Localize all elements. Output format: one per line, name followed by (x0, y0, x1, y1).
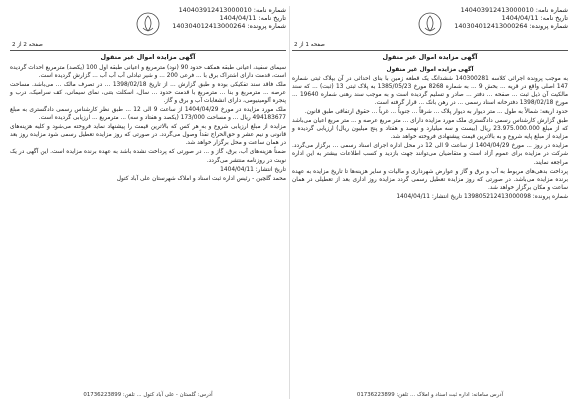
signature-line: محمد گلچین - رئیس اداره ثبت اسناد و املاک شهرستان علی آباد کتول (116, 175, 286, 182)
notice-subtitle: آگهی مزایده اموال غیر منقول (386, 67, 474, 73)
meta-date: تاریخ نامه: 1404/04/11 (219, 14, 286, 23)
meta-ref: شماره پرونده: 140304012413000264 (172, 22, 286, 31)
notice-page-1 (290, 6, 570, 401)
emblem-icon (135, 11, 161, 37)
paragraph: شماره پرونده: 139805212413000098 تاریخ انتشار: 1404/04/11 (396, 193, 568, 200)
paragraph: ملک فاقد سند تفکیکی بوده و طبق گزارش ... از تاریخ 1398/02/18 ... در تصرف مالک ... می‌باشد. مساحت عرصه ... مترمربع و بنا ... مترمربع با قدمت حدود ... سال، اسکلت بتنی، نمای سیمانی، کف سرامیک، درب و پنجره آلومینیومی، دارای انشعابات آب و برق و گاز. (10, 82, 286, 105)
column-divider (289, 6, 290, 399)
meta-ref: شماره پرونده: 140304012413000264 (454, 22, 568, 31)
emblem-icon (417, 11, 443, 37)
divider (292, 50, 568, 51)
paragraph: به موجب پرونده اجرائی کلاسه 140300281 ششدانگ یک قطعه زمین با بنای احداثی در آن بپلاک ثبتی شماره 147 اصلی واقع در قریه ... بخش 9 ... به شماره 8268 مورخ 1385/05/23 به پلاک ثبتی 13 (ثبت) ... که سند مالکیت آن ذیل ثبت ... صفحه ... دفتر ... صادر و تسلیم گردیده است و به موجب سند رهنی شماره 19640 ... مورخ 1398/02/18 دفترخانه اسناد رسمی ... در رهن بانک ... قرار گرفته است. (292, 76, 569, 107)
divider (10, 50, 286, 51)
paragraph: ملک مورد مزایده در مورخ 1404/04/29 از ساعت 9 الی 12 ... طبق نظر کارشناس رسمی دادگستری به مبلغ 494183677 ریال ... و مساحت 173/000 (یکصد و هفتاد و سه) ... مترمربع ... ارزیابی گردیده است. (10, 107, 287, 122)
meta-number: شماره نامه: 140403912413000010 (178, 6, 286, 14)
meta-number: شماره نامه: 140403912413000010 (460, 6, 568, 14)
paragraph: طبق گزارش کارشناس رسمی دادگستری ملک مورد مزایده دارای ... متر مربع عرصه و ... متر مربع اعیان می‌باشد که از مبلغ 23.975.000.000 ریال (بیست و سه میلیارد و نهصد و هفتاد و پنج میلیون ریال) ارزیابی گردیده و مزایده از مبلغ پایه شروع و به بالاترین قیمت پیشنهادی فروخته خواهد شد. (292, 118, 569, 141)
notice-body (10, 64, 286, 383)
page-number: صفحه 1 از 2 (294, 42, 325, 48)
paragraph: تاریخ انتشار: 1404/04/11 (220, 166, 286, 173)
paragraph: مزایده در روز ... مورخ 1404/04/29 از ساعت 9 الی 12 در محل اداره اجرای اسناد رسمی ... برگزار می‌گردد. شرکت در مزایده برای عموم آزاد است و متقاضیان می‌توانند جهت بازدید و کسب اطلاعات بیشتر به این اداره مراجعه نمایند. (292, 143, 568, 166)
notice-footer: آدرس: گلستان - علی آباد کتول ... تلفن: 01736223899 (83, 392, 213, 398)
notice-footer: آدرس سامانه: اداره ثبت اسناد و املاک ... تلفن: 01736223899 (356, 392, 504, 398)
paragraph: ضمناً هزینه‌های آب، برق، گاز و ... در صورتی که پرداخت نشده باشد به عهده برنده مزایده است. این آگهی در یک نوبت در روزنامه منتشر می‌گردد. (10, 149, 286, 164)
notice-title: آگهی مزایده اموال غیر منقول (100, 53, 196, 61)
page-number: صفحه 2 از 2 (12, 42, 43, 48)
notice-page-2 (8, 6, 288, 401)
paragraph: سیمای سفید، اعیانی طبقه همکف حدود 90 (نود) مترمربع و اعیانی طبقه اول 100 (یکصد) مترمربع احداث گردیده است، قدمت دارای اشتراک برق با ... فرعی 200 ... و شیر تبادلی آب آب آب ... گزارش گردیده است. (10, 65, 286, 80)
paragraph: پرداخت بدهی‌های مربوط به آب و برق و گاز و عوارض شهرداری و مالیات و سایر هزینه‌ها تا تاریخ مزایده به عهده برنده مزایده می‌باشد. در صورتی که روز مزایده تعطیل رسمی گردد مزایده روز اداری بعد از تعطیلی در همان ساعت و مکان برگزار خواهد شد. (292, 168, 568, 191)
paragraph: حدود اربعه: شمالاً به طول ... متر دیوار به دیوار پلاک ... شرقاً ... جنوباً ... غرباً ... حقوق ارتفاقی طبق قانون. (304, 109, 568, 116)
meta-date: تاریخ نامه: 1404/04/11 (501, 14, 568, 23)
notice-body (292, 64, 568, 383)
paragraph: مزایده از مبلغ ارزیابی شروع و به هر کس که بالاترین قیمت را پیشنهاد نماید فروخته می‌شود و کلیه هزینه‌های قانونی و نیم عشر و حق‌الحراج نقداً وصول می‌گردد. در صورتی که روز مزایده تعطیل رسمی شود مزایده روز بعد در همان ساعت و محل برگزار خواهد شد. (10, 124, 286, 147)
notice-title: آگهی مزایده اموال غیر منقول (382, 53, 478, 61)
